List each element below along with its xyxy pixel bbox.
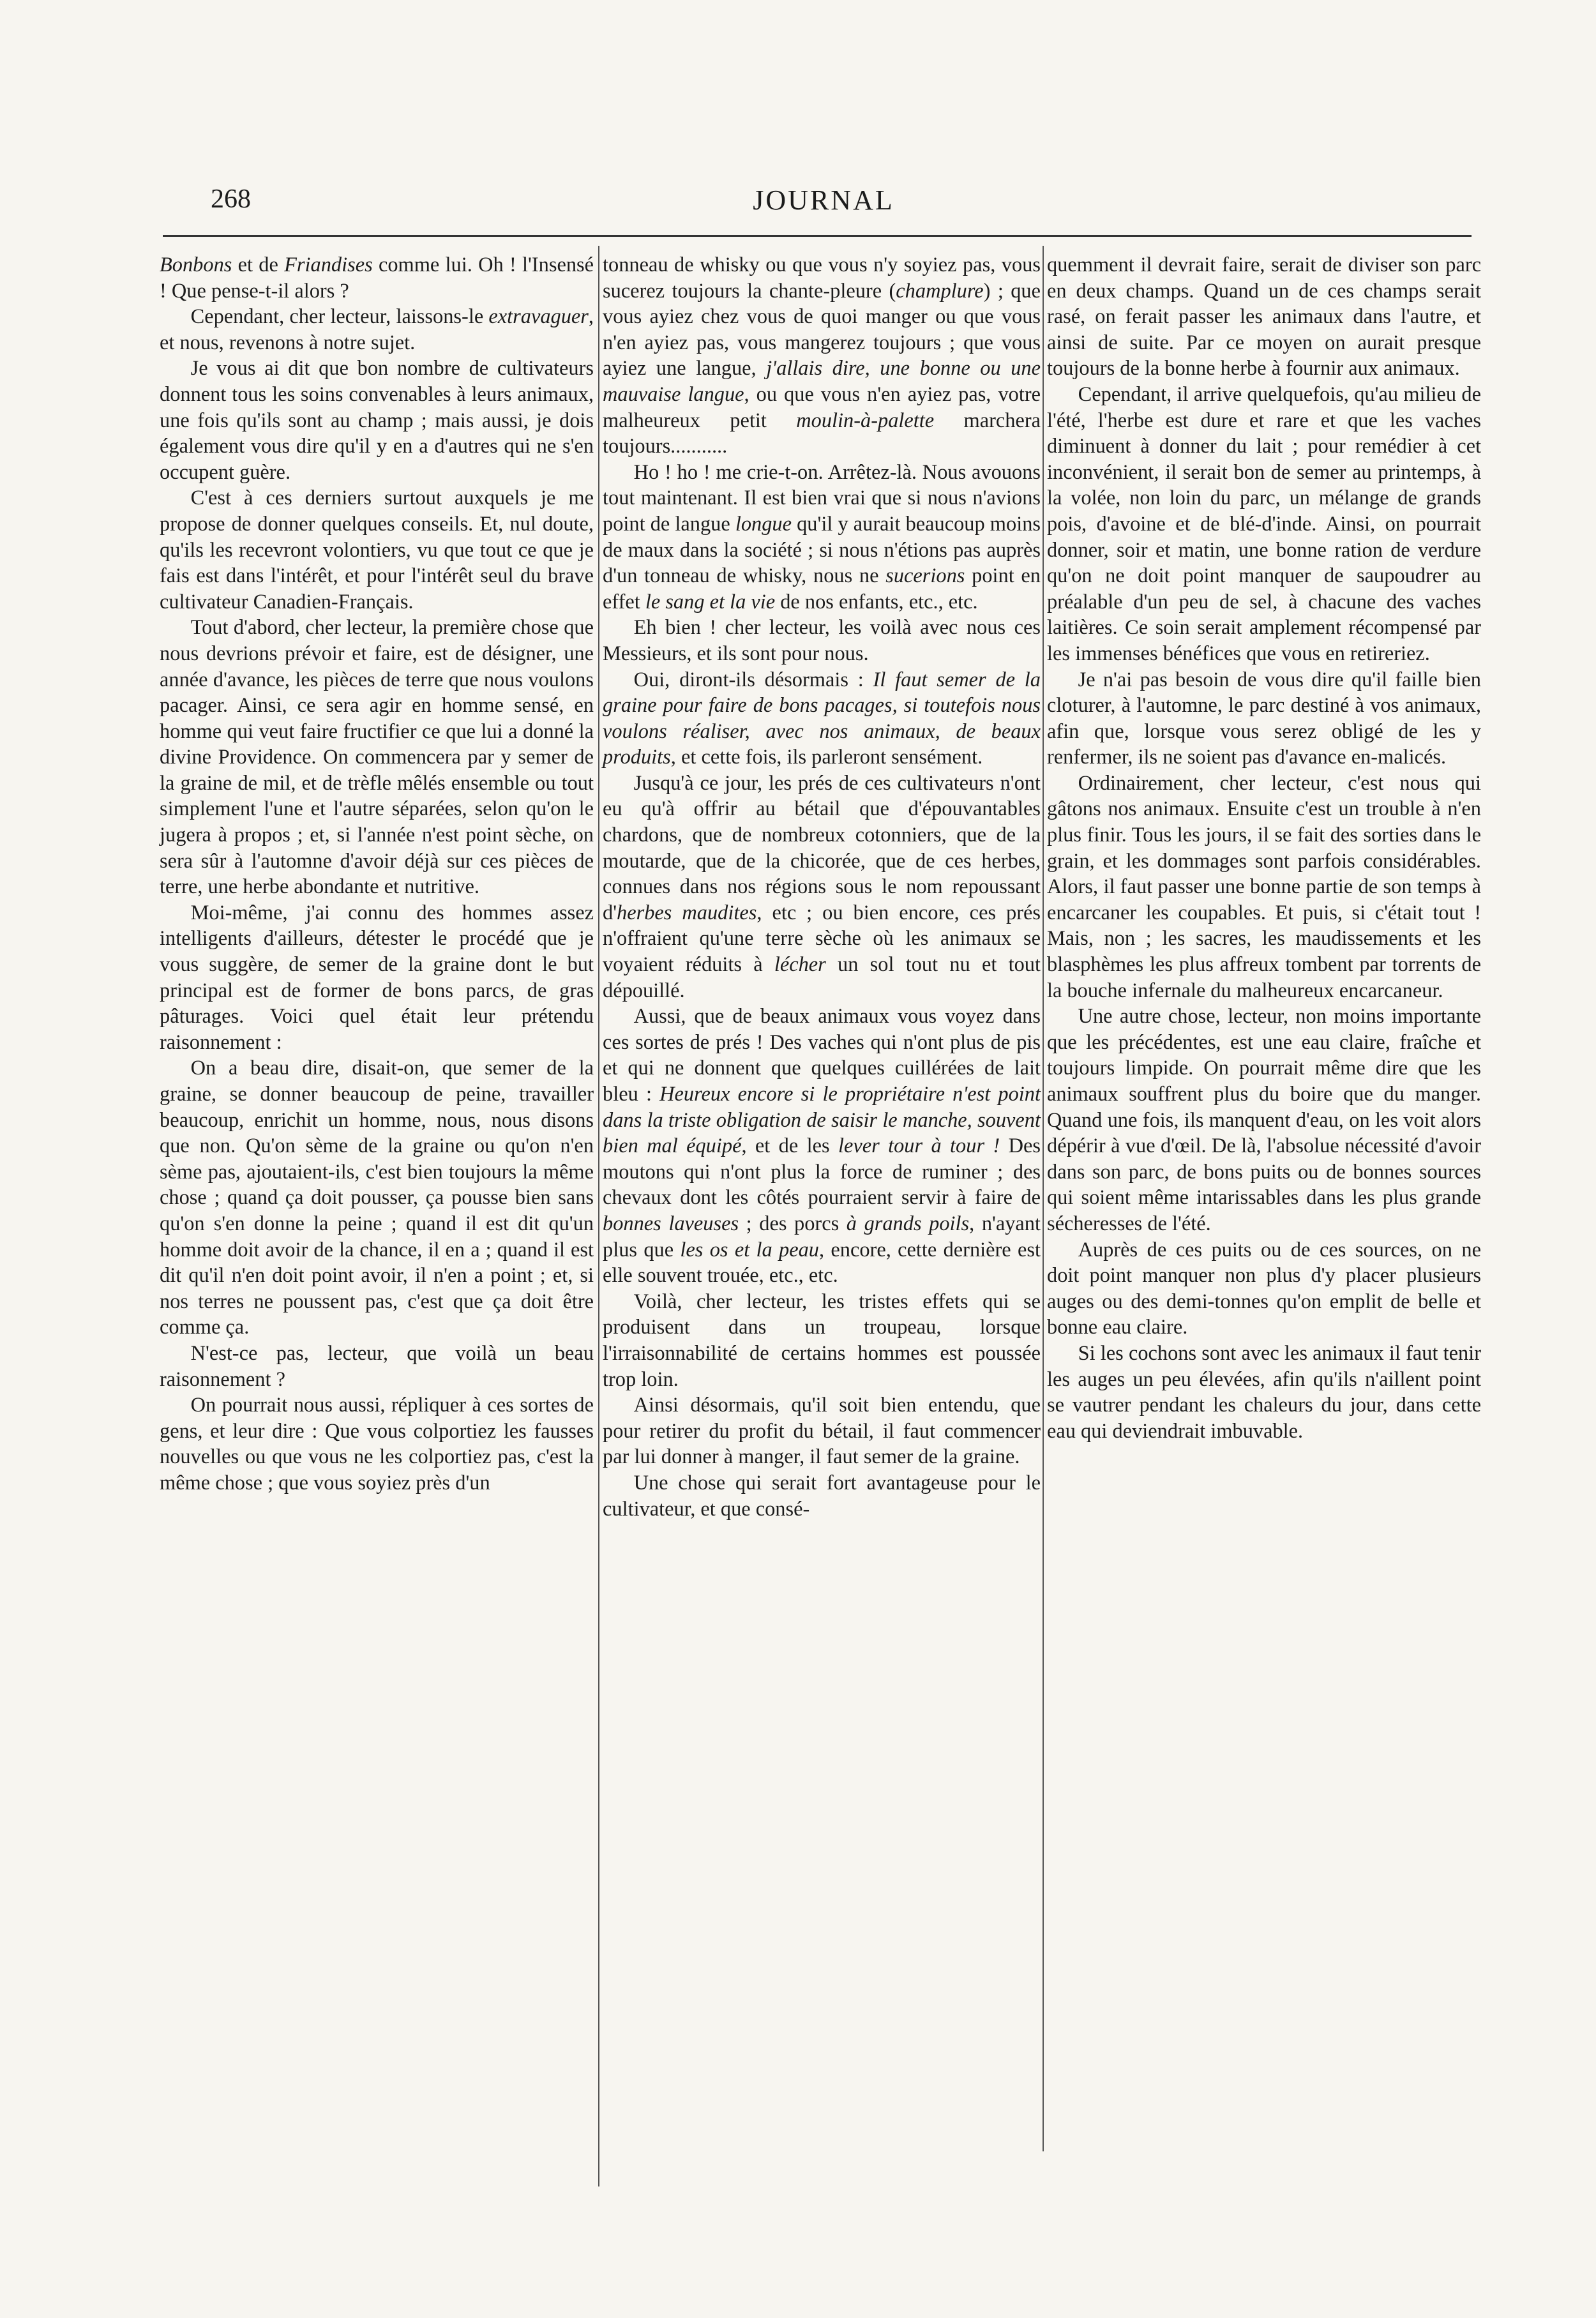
text-run: , encore, cette dernière est elle souvent trouée, etc., etc. — [603, 1238, 1041, 1288]
paragraph — [160, 900, 594, 1056]
column-separator — [1043, 246, 1044, 2151]
paragraph — [160, 1055, 594, 1341]
page-number: 268 — [211, 184, 251, 214]
text-run: Voilà, cher lecteur, les tristes effets qui se produisent dans un troupeau, lorsque l'irraisonnabilité de certains hommes est poussée trop loin. — [603, 1290, 1041, 1391]
text-run: , n'ayant plus que — [603, 1212, 1041, 1261]
running-head-title: JOURNAL — [753, 184, 894, 216]
paragraph — [603, 1470, 1041, 1522]
header-rule — [163, 235, 1472, 237]
page-header — [192, 177, 1456, 235]
italic-text: sucerions — [885, 564, 965, 588]
paragraph — [603, 1289, 1041, 1392]
italic-text: à grands poils — [846, 1212, 970, 1235]
paragraph — [1047, 382, 1481, 667]
paragraph — [603, 667, 1041, 771]
text-run: qu'il y aurait beaucoup moins de maux dans la société ; si nous n'étions pas auprès d'un tonneau de whisky, nous ne — [603, 512, 1041, 588]
paragraph — [1047, 1341, 1481, 1444]
italic-text: moulin-à-palette — [796, 409, 935, 432]
text-column-1 — [160, 252, 594, 1496]
text-run: Je vous ai dit que bon nombre de cultivateurs donnent tous les soins convenables à leurs animaux, une fois qu'ils sont au champ ; mais aussi, je dois également vous dire qu'il y en a d'autres qui ne s'en occupent guère. — [160, 357, 594, 484]
text-run: Oui, diront-ils désormais : — [633, 668, 873, 691]
italic-text: les os et la peau — [680, 1238, 819, 1261]
text-run: Cependant, il arrive quelquefois, qu'au milieu de l'été, l'herbe est dure et rare et que les vaches diminuent à donner du lait ; pour remédier à cet inconvénient, il serait bon de semer au printemps, à la volée, non loin du parc, un mélange de grands pois, d'avoine et de blé-d'inde. Ainsi, on pourrait donner, soir et matin, une bonne ration de verdure qu'on ne doit point manquer de saupoudrer au préalable d'un peu de sel, à chacune des vaches laitières. Ce soin serait amplement récompensé par les immenses bénéfices que vous en retireriez. — [1047, 382, 1481, 665]
paragraph — [160, 356, 594, 485]
text-run: Des moutons qui n'ont plus la force de ruminer ; des chevaux dont les côtés pourraient servir à faire de — [603, 1134, 1041, 1210]
paragraph — [1047, 667, 1481, 771]
text-run: Aussi, que de beaux animaux vous voyez dans ces sortes de prés ! Des vaches qui n'ont plus de pis et qui ne donnent que quelques cuillérées de lait bleu : — [603, 1005, 1041, 1106]
text-run: et de — [232, 253, 285, 276]
paragraph — [603, 771, 1041, 1004]
paragraph — [603, 252, 1041, 460]
italic-text: bonnes laveuses — [603, 1212, 739, 1235]
paragraph — [160, 304, 594, 356]
paragraph — [1047, 252, 1481, 382]
text-run: un sol tout nu et tout dépouillé. — [603, 953, 1041, 1002]
paragraph — [1047, 1004, 1481, 1237]
text-run: Tout d'abord, cher lecteur, la première chose que nous devrions prévoir et faire, est de désigner, une année d'avance, les pièces de terre que nous voulons pacager. Ainsi, ce sera agir en homme sensé, en homme qui veut faire fructifier ce que lui a donné la divine Providence. On commencera par y semer de la graine de mil, et de trèfle mêlés ensemble ou tout simplement l'une et l'autre séparées, selon qu'on le jugera à propos ; et, si l'année n'est point sèche, on sera sûr à l'automne d'avoir déjà sur ces pièces de terre, une herbe abondante et nutritive. — [160, 616, 594, 899]
text-run: Jusqu'à ce jour, les prés de ces cultivateurs n'ont eu qu'à offrir au bétail que d'épouvantables chardons, que de nombreux cotonniers, que de la moutarde, que de la chicorée, que de ces herbes, connues dans nos régions sous le nom repoussant d' — [603, 771, 1041, 924]
paragraph — [1047, 771, 1481, 1004]
italic-text: Bonbons — [160, 253, 232, 276]
text-run: , ou que vous n'en ayiez pas, votre malheureux petit — [603, 382, 1041, 432]
paragraph — [160, 1341, 594, 1392]
paragraph — [1047, 1237, 1481, 1341]
text-run: marchera toujours........... — [603, 409, 1041, 458]
paragraph — [160, 252, 594, 304]
text-run: Ainsi désormais, qu'il soit bien entendu, que pour retirer du profit du bétail, il faut commencer par lui donner à manger, il faut semer de la graine. — [603, 1394, 1041, 1469]
text-run: Ho ! ho ! me crie-t-on. Arrêtez-là. Nous avouons tout maintenant. Il est bien vrai que si nous n'avions point de langue — [603, 460, 1041, 536]
text-run: comme lui. Oh ! l'Insensé ! Que pense-t-il alors ? — [160, 253, 594, 303]
italic-text: lécher — [774, 953, 826, 977]
text-run: Moi-même, j'ai connu des hommes assez intelligents d'ailleurs, détester le procédé que je vous suggère, de semer de la graine dont le but principal est de former de bons parcs, de gras pâturages. Voici quel était leur prétendu raisonnement : — [160, 901, 594, 1054]
italic-text: longue — [735, 512, 792, 536]
italic-text: lever tour à tour ! — [838, 1134, 1000, 1158]
text-run: ) ; que vous ayiez chez vous de quoi manger ou que vous n'en ayiez pas, vous mangerez toujours ; que vous ayiez une langue, — [603, 279, 1041, 380]
paragraph — [603, 1392, 1041, 1470]
text-run: de nos enfants, etc., etc. — [775, 590, 978, 613]
text-run: Je n'ai pas besoin de vous dire qu'il faille bien cloturer, à l'automne, le parc destiné à vos animaux, afin que, lorsque vous serez obligé de les y renfermer, ils ne soient pas d'avance en-malicés. — [1047, 668, 1481, 769]
italic-text: j'allais dire, une bonne ou une mauvaise langue — [603, 357, 1041, 406]
text-run: , et de les — [741, 1134, 838, 1158]
text-run: point en effet — [603, 564, 1041, 613]
paragraph — [603, 460, 1041, 615]
text-column-3 — [1047, 252, 1481, 1444]
text-run: , et nous, revenons à notre sujet. — [160, 305, 594, 354]
text-run: C'est à ces derniers surtout auxquels je me propose de donner quelques conseils. Et, nul doute, qu'ils les recevront volontiers, vu que tout ce que je fais est dans l'intérêt, et pour l'intérêt seul du brave cultivateur Canadien-Français. — [160, 486, 594, 613]
text-run: N'est-ce pas, lecteur, que voilà un beau raisonnement ? — [160, 1341, 594, 1391]
paragraph — [160, 615, 594, 900]
text-run: , et cette fois, ils parleront sensément. — [670, 746, 983, 769]
paragraph — [603, 1004, 1041, 1289]
text-run: Ordinairement, cher lecteur, c'est nous qui gâtons nos animaux. Ensuite c'est un trouble à n'en plus finir. Tous les jours, il se fait des sorties dans le grain, et les dommages sont parfois considérables. Alors, il faut passer une bonne partie de son temps à encarcaner les coupables. Et puis, si c'était tout ! Mais, non ; les sacres, les maudissements et les blasphèmes les plus affreux tombent par torrents de la bouche infernale du malheureux encarcaneur. — [1047, 771, 1481, 1002]
text-run: ; des porcs — [739, 1212, 847, 1235]
text-run: Auprès de ces puits ou de ces sources, on ne doit point manquer non plus d'y placer plusieurs auges ou des demi-tonnes qu'on emplit de belle et bonne eau claire. — [1047, 1238, 1481, 1339]
column-separator — [598, 246, 599, 2186]
paragraph — [160, 485, 594, 615]
italic-text: extravaguer — [488, 305, 589, 329]
text-run: Eh bien ! cher lecteur, les voilà avec nous ces Messieurs, et ils sont pour nous. — [603, 616, 1041, 665]
italic-text: Il faut semer de la graine pour faire de bons pacages, si toutefois nous voulons réaliser, avec nos animaux, de beaux produits — [603, 668, 1041, 769]
paragraph — [603, 615, 1041, 666]
text-column-2 — [603, 252, 1041, 1522]
text-run: On a beau dire, disait-on, que semer de la graine, se donner beaucoup de peine, travailler beaucoup, enrichit un homme, nous, nous disons que non. Qu'on sème de la graine ou qu'on n'en sème pas, ajoutaient-ils, c'est bien toujours la même chose ; quand ça doit pousser, ça pousse bien sans qu'on s'en donne la peine ; quand il est dit qu'un homme doit avoir de la chance, il en a ; quand il est dit qu'il n'en doit point avoir, il n'en a point ; et, si nos terres ne poussent pas, c'est que ça doit être comme ça. — [160, 1057, 594, 1339]
text-run: tonneau de whisky ou que vous n'y soyiez pas, vous sucerez toujours la chante-pleure ( — [603, 253, 1041, 303]
italic-text: Heureux encore si le propriétaire n'est point dans la triste obligation de saisir le manche, souvent bien mal équipé — [603, 1083, 1041, 1158]
text-run: Une chose qui serait fort avantageuse pour le cultivateur, et que consé- — [603, 1471, 1041, 1521]
text-run: On pourrait nous aussi, répliquer à ces sortes de gens, et leur dire : Que vous colportiez les fausses nouvelles ou que vous ne les colportiez pas, c'est la même chose ; que vous soyiez près d'un — [160, 1394, 594, 1494]
text-run: quemment il devrait faire, serait de diviser son parc en deux champs. Quand un de ces champs serait rasé, on ferait passer les animaux dans l'autre, et ainsi de suite. Par ce moyen on aurait presque toujours de la bonne herbe à fournir aux animaux. — [1047, 253, 1481, 380]
italic-text: champlure — [896, 279, 984, 303]
text-run: Cependant, cher lecteur, laissons-le — [190, 305, 489, 329]
text-run: , etc ; ou bien encore, ces prés n'offraient qu'une terre sèche où les animaux se voyaient réduits à — [603, 901, 1041, 977]
italic-text: le sang et la vie — [645, 590, 776, 613]
paragraph — [160, 1392, 594, 1496]
italic-text: Friandises — [284, 253, 373, 276]
text-run: Une autre chose, lecteur, non moins importante que les précédentes, est une eau claire, fraîche et toujours limpide. On pourrait même dire que les animaux souffrent plus du boire que du manger. Quand une fois, ils manquent d'eau, on les voit alors dépérir à vue d'œil. De là, l'absolue nécessité d'avoir dans son parc, de bons puits ou de bonnes sources qui soient même intarissables dans les plus grande sécheresses de l'été. — [1047, 1005, 1481, 1235]
italic-text: herbes maudites — [617, 901, 757, 924]
text-run: Si les cochons sont avec les animaux il faut tenir les auges un peu élevées, afin qu'ils n'aillent point se vautrer pendant les chaleurs du jour, dans cette eau qui deviendrait imbuvable. — [1047, 1341, 1481, 1443]
